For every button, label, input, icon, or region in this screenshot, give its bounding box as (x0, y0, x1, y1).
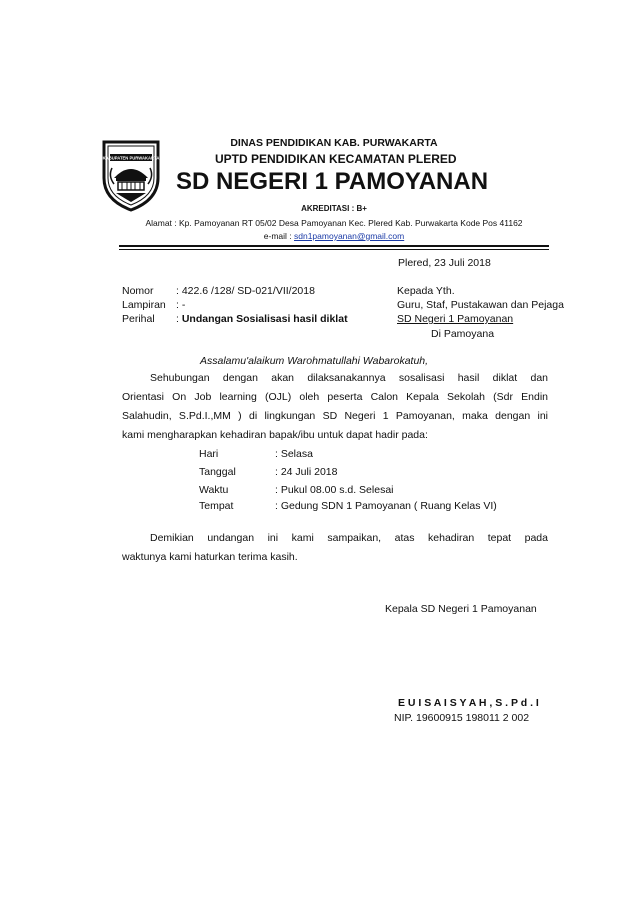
body-line: Salahudin, S.Pd.I.,MM ) di lingkungan SD Negeri 1 Pamoyanan, maka dengan ini (122, 410, 548, 422)
closing-line: Demikian undangan ini kami sampaikan, atas kehadiran tepat pada (150, 532, 548, 544)
recipient-line1: Kepada Yth. (397, 285, 455, 297)
header-rule-thick (119, 245, 549, 247)
event-label-waktu: Waktu (199, 484, 229, 496)
header-rule-thin (119, 249, 549, 250)
perihal-colon: : (176, 313, 182, 325)
accreditation: AKREDITASI : B+ (301, 204, 367, 213)
nomor-label: Nomor (122, 285, 154, 297)
event-label-tanggal: Tanggal (199, 466, 236, 478)
email-label: e-mail : (263, 231, 294, 241)
event-value-tempat: : Gedung SDN 1 Pamoyanan ( Ruang Kelas VI) (275, 500, 497, 512)
event-label-tempat: Tempat (199, 500, 234, 512)
perihal-subject: Undangan Sosialisasi hasil diklat (181, 313, 348, 325)
closing-line: waktunya kami haturkan terima kasih. (122, 551, 298, 563)
email-line (0, 231, 638, 241)
place-date: Plered, 23 Juli 2018 (398, 257, 491, 269)
lampiran-value: : - (176, 299, 186, 311)
closing-paragraph (122, 529, 548, 567)
recipient-line3: SD Negeri 1 Pamoyanan (397, 313, 514, 325)
body-line: Orientasi On Job learning (OJL) oleh peserta Calon Kepala Sekolah (Sdr Endin (122, 391, 548, 403)
agency-name: DINAS PENDIDIKAN KAB. PURWAKARTA (230, 137, 438, 149)
body-line: kami mengharapkan kehadiran bapak/ibu untuk dapat hadir pada: (122, 429, 428, 441)
event-label-hari: Hari (199, 448, 219, 460)
signature-name: E U I S A I S Y A H , S . P d . I (398, 697, 539, 709)
greeting: Assalamu'alaikum Warohmatullahi Wabarokatuh, (200, 355, 429, 367)
unit-name: UPTD PENDIDIKAN KECAMATAN PLERED (215, 152, 457, 166)
address: Alamat : Kp. Pamoyanan RT 05/02 Desa Pamoyanan Kec. Plered Kab. Purwakarta Kode Pos 41162 (145, 218, 523, 228)
body-line: Sehubungan dengan akan dilaksanakannya sosalisasi hasil diklat dan (150, 372, 548, 384)
event-value-hari: : Selasa (275, 448, 313, 460)
lampiran-label: Lampiran (122, 299, 166, 311)
logo-text: KABUPATEN PURWAKARTA (102, 155, 160, 161)
recipient-line2: Guru, Staf, Pustakawan dan Pejaga (397, 299, 564, 311)
perihal-value (176, 313, 348, 325)
signature-title: Kepala SD Negeri 1 Pamoyanan (385, 603, 537, 615)
event-value-tanggal: : 24 Juli 2018 (275, 466, 338, 478)
perihal-label: Perihal (122, 313, 155, 325)
school-name: SD NEGERI 1 PAMOYANAN (175, 168, 489, 195)
event-value-waktu: : Pukul 08.00 s.d. Selesai (275, 484, 394, 496)
recipient-line4: Di Pamoyana (431, 328, 495, 340)
body-paragraph (122, 369, 548, 445)
signature-nip: NIP. 19600915 198011 2 002 (394, 712, 530, 724)
email-link[interactable]: sdn1pamoyanan@gmail.com (294, 231, 405, 241)
nomor-value: : 422.6 /128/ SD-021/VII/2018 (176, 285, 315, 297)
